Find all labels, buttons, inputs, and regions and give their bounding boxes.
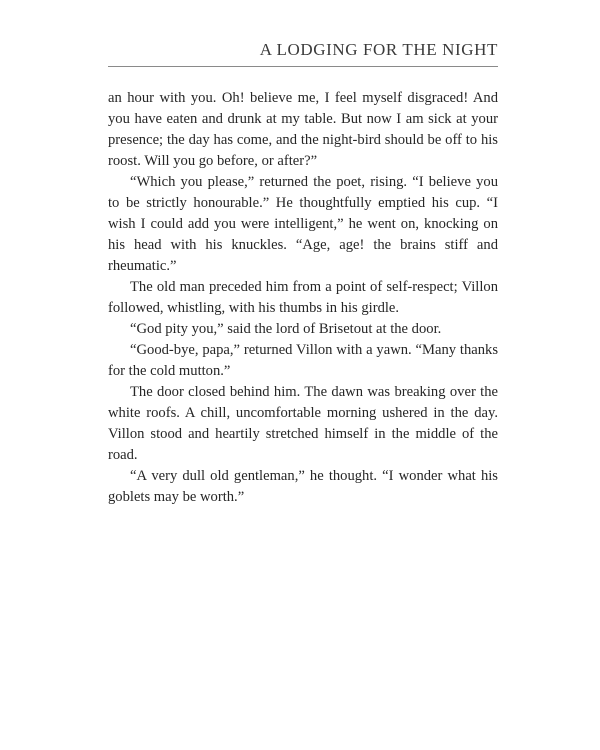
paragraph: The old man preceded him from a point of self-respect; Villon followed, whistling, with his thumbs in his girdle. <box>108 279 498 316</box>
paragraph: The door closed behind him. The dawn was breaking over the white roofs. A chill, uncomfortable morning ushered in the day. Villon stood and heartily stretched himself in the middle of the road. <box>108 384 498 463</box>
paragraph-continued: an hour with you. Oh! believe me, I feel myself disgraced! And you have eaten and drunk at my table. But now I am sick at your presence; the day has come, and the night-bird should be off to his roost. Will you go before, or after?” <box>108 90 498 169</box>
running-head: A LODGING FOR THE NIGHT <box>259 40 498 59</box>
header-rule <box>108 66 498 67</box>
paragraph: “A very dull old gentleman,” he thought. “I wonder what his goblets may be worth.” <box>108 468 498 505</box>
paragraph: “Which you please,” returned the poet, rising. “I believe you to be strictly honourable.” He thoughtfully emptied his cup. “I wish I could add you were intelligent,” he went on, knocking on his head with his knuckles. “Age, age! the brains stiff and rheumatic.” <box>108 174 498 274</box>
paragraph: “God pity you,” said the lord of Brisetout at the door. <box>130 321 442 337</box>
paragraph: “Good-bye, papa,” returned Villon with a yawn. “Many thanks for the cold mutton.” <box>108 342 498 379</box>
body-text <box>108 88 498 508</box>
